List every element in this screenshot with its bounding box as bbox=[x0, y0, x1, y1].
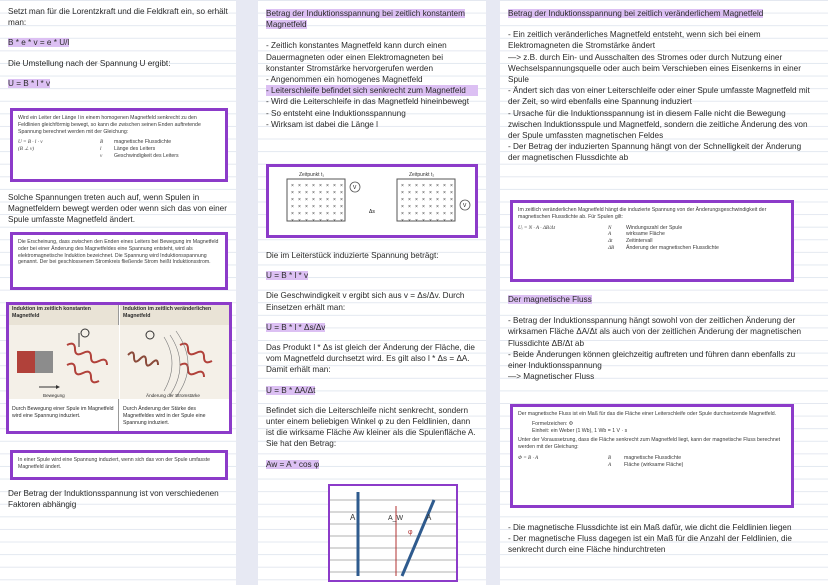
legend-sym: A bbox=[608, 231, 612, 238]
legend-sym: N bbox=[608, 224, 612, 231]
bullet: - Leiterschleife befindet sich senkrecht zum Magnetfeld bbox=[266, 85, 478, 96]
page1-eq1: B * e * v = e * U/l bbox=[8, 38, 70, 48]
box2-formula: Φ = B · A bbox=[518, 454, 539, 461]
page-3 bbox=[500, 0, 828, 585]
field-cross: × bbox=[429, 204, 432, 210]
page-1 bbox=[0, 0, 236, 585]
field-cross: × bbox=[326, 190, 329, 196]
field-cross: × bbox=[401, 190, 404, 196]
para-betrag: Der Betrag der Induktionsspannung ist von verschiedenen Faktoren abhängig bbox=[8, 489, 219, 510]
fig-v2: V bbox=[463, 203, 467, 209]
field-cross: × bbox=[326, 197, 329, 203]
field-cross: × bbox=[305, 204, 308, 210]
field-cross: × bbox=[298, 218, 301, 224]
field-cross: × bbox=[429, 197, 432, 203]
bullet: - Beide Änderungen können gleichzeitig auftreten und führen dann ebenfalls zu einer Induktionsspannung bbox=[508, 349, 796, 371]
fig-right-panel bbox=[120, 305, 229, 431]
page3-text-bottom bbox=[508, 522, 814, 556]
bullet: - Ursache für die Induktionsspannung ist in diesem Falle nicht die Bewegung zwischen Induktionsspule und Magnetfeld, sondern die zeitliche Änderung des von der Spule umfassten magnetischen Feldes bbox=[508, 108, 808, 141]
bullet: - Die magnetische Flussdichte ist ein Maß dafür, wie dicht die Feldlinien liegen bbox=[508, 523, 792, 532]
legend-desc: Zeitintervall bbox=[626, 238, 653, 245]
eq: U = B * ΔA/Δt bbox=[266, 385, 316, 395]
field-cross: × bbox=[298, 190, 301, 196]
field-cross: × bbox=[436, 211, 439, 217]
page1-para-b bbox=[8, 488, 228, 510]
bullet: - Angenommen ein homogenes Magnetfeld bbox=[266, 75, 423, 85]
fig-left-caption: Durch Bewegung einer Spule im Magnetfeld wird eine Spannung induziert. bbox=[12, 406, 114, 419]
definition-box-fluss bbox=[510, 404, 794, 508]
field-cross: × bbox=[450, 204, 453, 210]
legend-sym: l bbox=[100, 146, 102, 153]
page3-heading: Betrag der Induktionsspannung bei zeitlich veränderlichem Magnetfeld bbox=[508, 9, 764, 18]
winkel-drawing bbox=[330, 486, 456, 580]
bullet: - Zeitlich konstantes Magnetfeld kann durch einen Dauermagneten oder einen Elektromagneten bei konstanter Stromstärke hervorgerufen werden bbox=[266, 41, 447, 73]
box2-unit: Einheit: ein Weber (1 Wb), 1 Wb = 1 V · s bbox=[532, 427, 628, 434]
field-cross: × bbox=[312, 190, 315, 196]
fig-left-title: Induktion im zeitlich konstanten Magnetfeld bbox=[9, 305, 118, 325]
bullet: - So entsteht eine Induktionsspannung bbox=[266, 108, 406, 118]
para: Befindet sich die Leiterschleife nicht senkrecht, sondern unter einem beliebigen Winkel φ zu den Feldlinien, dann ist die wirksame Fläche Aw kleiner als die Spulenfläche A. Sie hat den Betrag: bbox=[266, 405, 476, 449]
box1-formula: U = B · l · v bbox=[18, 139, 43, 146]
magnet-south bbox=[35, 351, 53, 373]
legend-desc: Windungszahl der Spule bbox=[626, 224, 683, 231]
field-cross: × bbox=[291, 218, 294, 224]
fig-v1: V bbox=[353, 185, 357, 191]
field-cross: × bbox=[443, 183, 446, 189]
field-cross: × bbox=[450, 183, 453, 189]
fig2-A1: A bbox=[350, 513, 356, 522]
box1-cond: (B ⊥ v) bbox=[18, 146, 35, 153]
field-cross: × bbox=[298, 183, 301, 189]
field-cross: × bbox=[319, 190, 322, 196]
field-cross: × bbox=[298, 197, 301, 203]
box2-legend bbox=[608, 455, 683, 469]
field-cross: × bbox=[312, 204, 315, 210]
page2-heading: Betrag der Induktionsspannung bei zeitlich konstantem Magnetfeld bbox=[266, 9, 465, 30]
field-cross: × bbox=[408, 197, 411, 203]
field-cross: × bbox=[340, 204, 343, 210]
field-cross: × bbox=[408, 211, 411, 217]
eq: Aw = A * cos φ bbox=[266, 459, 320, 469]
field-cross: × bbox=[422, 190, 425, 196]
field-cross: × bbox=[408, 183, 411, 189]
field-cross: × bbox=[333, 183, 336, 189]
bullet: - Der magnetische Fluss dagegen ist ein Maß für die Anzahl der Feldlinien, die senkrecht durch eine Fläche hindurchtreten bbox=[508, 534, 792, 555]
field-cross: × bbox=[443, 197, 446, 203]
eq: U = B * l * Δs/Δv bbox=[266, 322, 326, 332]
field-cross: × bbox=[415, 204, 418, 210]
bullet: - Wird die Leiterschleife in das Magnetfeld hineinbewegt bbox=[266, 97, 469, 107]
field-cross: × bbox=[450, 197, 453, 203]
field-cross: × bbox=[333, 197, 336, 203]
legend-desc: Änderung der magnetischen Flussdichte bbox=[626, 244, 719, 251]
field-cross: × bbox=[340, 211, 343, 217]
page3-text-mid bbox=[508, 294, 814, 382]
legend-sym: A bbox=[608, 461, 612, 468]
page2-text-top bbox=[266, 8, 478, 130]
field-cross: × bbox=[443, 218, 446, 224]
field-cross: × bbox=[326, 218, 329, 224]
field-cross: × bbox=[319, 197, 322, 203]
fig-left-panel bbox=[9, 305, 119, 431]
legend-desc: Fläche (wirksame Fläche) bbox=[624, 461, 684, 468]
fig-t2: Zeitpunkt t₂ bbox=[409, 172, 435, 178]
field-cross: × bbox=[436, 218, 439, 224]
field-cross: × bbox=[291, 204, 294, 210]
field-cross: × bbox=[415, 218, 418, 224]
field-cross: × bbox=[333, 211, 336, 217]
box2-text: Die Erscheinung, dass zwischen den Enden eines Leiters bei Bewegung im Magnetfeld oder bei einer Änderung des Magnetfeldes eine Spannung entsteht, wird als elektromagnetische Induktion bezeichnet. Die Spannung wird Induktionsspannung genannt. Der bei geschlossenem Stromkreis fließende Strom heißt Induktionsstrom. bbox=[18, 239, 219, 266]
field-cross: × bbox=[422, 204, 425, 210]
field-cross: × bbox=[429, 183, 432, 189]
field-cross: × bbox=[429, 218, 432, 224]
legend-desc: magnetische Flussdichte bbox=[624, 454, 682, 461]
field-cross: × bbox=[415, 190, 418, 196]
field-cross: × bbox=[291, 211, 294, 217]
box3-text: In einer Spule wird eine Spannung induziert, wenn sich das von der Spule umfasste Magnetfeld ändert. bbox=[18, 457, 211, 470]
field-cross: × bbox=[443, 204, 446, 210]
fig-right-label: Änderung der Stromstärke bbox=[146, 393, 200, 398]
field-cross: × bbox=[408, 204, 411, 210]
field-cross: × bbox=[291, 190, 294, 196]
page3-bullets bbox=[508, 29, 814, 163]
legend-sym: v bbox=[100, 152, 103, 159]
field-cross: × bbox=[422, 183, 425, 189]
figure-leiterschleife bbox=[266, 164, 478, 238]
field-cross: × bbox=[326, 183, 329, 189]
field-cross: × bbox=[415, 197, 418, 203]
bullet: - Ein zeitlich veränderliches Magnetfeld entsteht, wenn sich bei einem Elektromagneten die Stromstärke ändert bbox=[508, 30, 761, 51]
para: Die im Leiterstück induzierte Spannung beträgt: bbox=[266, 251, 439, 260]
field-cross: × bbox=[443, 211, 446, 217]
legend-desc: wirksame Fläche bbox=[626, 231, 665, 238]
fig2-phi: φ bbox=[408, 529, 413, 536]
field-cross: × bbox=[401, 197, 404, 203]
definition-box-lorentz bbox=[10, 108, 228, 182]
page2-text-bottom bbox=[266, 250, 478, 470]
fig2-A2: A bbox=[426, 513, 432, 522]
field-cross: × bbox=[340, 183, 343, 189]
box1-legend bbox=[100, 139, 179, 159]
field-cross: × bbox=[319, 183, 322, 189]
page3-text-top bbox=[508, 8, 814, 164]
field-cross: × bbox=[312, 211, 315, 217]
definition-box-spule bbox=[10, 450, 228, 480]
field-cross: × bbox=[401, 218, 404, 224]
fig-ds: Δs bbox=[369, 209, 375, 215]
fig-right-title: Induktion im zeitlich veränderlichen Magnetfeld bbox=[120, 305, 229, 325]
field-cross: × bbox=[436, 197, 439, 203]
page1-eq2: U = B * l * v bbox=[8, 78, 51, 88]
field-cross: × bbox=[443, 190, 446, 196]
legend-sym: B bbox=[100, 139, 104, 146]
legend-sym: B bbox=[608, 454, 612, 461]
field-cross: × bbox=[326, 211, 329, 217]
bullet: —> Magnetischer Fluss bbox=[508, 372, 595, 382]
field-cross: × bbox=[319, 204, 322, 210]
field-cross: × bbox=[401, 211, 404, 217]
bullet: —> z.B. durch Ein- und Ausschalten des Stromes oder durch Nutzung einer Wechselspannungsquelle oder auch beim Verschieben eines Eisenkerns in einer Spule bbox=[508, 52, 801, 85]
definition-box-veraenderlich bbox=[510, 200, 794, 282]
box-legend bbox=[608, 225, 719, 252]
field-cross: × bbox=[333, 204, 336, 210]
field-cross: × bbox=[450, 211, 453, 217]
field-cross: × bbox=[450, 190, 453, 196]
field-cross: × bbox=[415, 211, 418, 217]
box-formula: Uᵢ = N · A · ΔB/Δt bbox=[518, 224, 556, 231]
box2-sym: Formelzeichen: Φ bbox=[532, 420, 574, 427]
legend-sym: ΔB bbox=[608, 244, 615, 251]
box2-text: Der magnetische Fluss ist ein Maß für das die Fläche einer Leiterschleife oder Spule durchsetzende Magnetfeld. bbox=[518, 411, 777, 417]
fig-right-drawing bbox=[120, 325, 229, 399]
field-cross: × bbox=[422, 197, 425, 203]
field-cross: × bbox=[291, 183, 294, 189]
field-cross: × bbox=[401, 204, 404, 210]
box-text: Im zeitlich veränderlichen Magnetfeld hängt die induzierte Spannung von der Änderungsgeschwindigkeit der magnetischen Flussdichte ab. Für Spulen gilt: bbox=[518, 207, 767, 220]
field-cross: × bbox=[333, 218, 336, 224]
magnet-north bbox=[17, 351, 35, 373]
field-cross: × bbox=[450, 218, 453, 224]
para: Die Geschwindigkeit v ergibt sich aus v = Δs/Δv. Durch Einsetzen erhält man: bbox=[266, 291, 465, 312]
figure-induktion bbox=[6, 302, 232, 434]
page1-intro: Setzt man für die Lorentzkraft und die Feldkraft ein, so erhält man: bbox=[8, 7, 228, 28]
legend-desc: Länge des Leiters bbox=[114, 146, 156, 153]
fig2-Aw: A_W bbox=[388, 515, 404, 522]
field-cross: × bbox=[298, 204, 301, 210]
fig-right-caption: Durch Änderung der Stärke des Magnetfeldes wird in der Spule eine Spannung induziert. bbox=[123, 406, 206, 426]
field-cross: × bbox=[298, 211, 301, 217]
field-cross: × bbox=[312, 183, 315, 189]
field-cross: × bbox=[436, 190, 439, 196]
field-cross: × bbox=[429, 190, 432, 196]
field-cross: × bbox=[326, 204, 329, 210]
field-cross: × bbox=[422, 211, 425, 217]
field-cross: × bbox=[305, 183, 308, 189]
legend-desc: Geschwindigkeit des Leiters bbox=[114, 152, 179, 159]
box1-text: Wird ein Leiter der Länge l in einem homogenen Magnetfeld senkrecht zu den Feldlinien gleichförmig bewegt, so kann die zwischen seinen Enden auftretende Spannung berechnet werden mit der Gleichung: bbox=[18, 115, 201, 135]
field-cross: × bbox=[340, 197, 343, 203]
fig-t1: Zeitpunkt t₁ bbox=[299, 172, 325, 178]
bullet: - Wirksam ist dabei die Länge l bbox=[266, 119, 378, 129]
field-cross: × bbox=[436, 204, 439, 210]
page-2 bbox=[258, 0, 486, 585]
page1-para-a bbox=[8, 192, 228, 226]
field-cross: × bbox=[319, 211, 322, 217]
field-cross: × bbox=[401, 183, 404, 189]
field-cross: × bbox=[408, 190, 411, 196]
bullet: - Der Betrag der induzierten Spannung hängt von der Schnelligkeit der Änderung der magnetischen Flussdichte ab bbox=[508, 142, 802, 163]
page1-text-top bbox=[8, 6, 228, 89]
field-cross: × bbox=[305, 197, 308, 203]
field-cross: × bbox=[305, 190, 308, 196]
field-cross: × bbox=[312, 218, 315, 224]
field-cross: × bbox=[333, 190, 336, 196]
bullet: - Ändert sich das von einer Leiterschleife oder einer Spule umfasste Magnetfeld mit der Zeit, so wird ebenfalls eine Spannung induziert bbox=[508, 86, 810, 107]
legend-sym: Δt bbox=[608, 238, 613, 245]
para: Das Produkt l * Δs ist gleich der Änderung der Fläche, die vom Magnetfeld durchsetzt wird. Es gilt also l * Δs = ΔA. Damit erhält man: bbox=[266, 343, 475, 375]
field-cross: × bbox=[305, 218, 308, 224]
definition-box-induktion bbox=[10, 232, 228, 290]
field-cross: × bbox=[305, 211, 308, 217]
para-spulen: Solche Spannungen treten auch auf, wenn Spulen in Magnetfeldern bewegt werden oder wenn sich das von einer Spule umfasste Magnetfeld ändert. bbox=[8, 193, 227, 225]
field-cross: × bbox=[429, 211, 432, 217]
fig-left-drawing bbox=[9, 325, 119, 399]
page1-intro2: Die Umstellung nach der Spannung U ergibt: bbox=[8, 58, 171, 68]
field-cross: × bbox=[340, 190, 343, 196]
field-cross: × bbox=[422, 218, 425, 224]
field-cross: × bbox=[291, 197, 294, 203]
field-cross: × bbox=[436, 183, 439, 189]
field-cross: × bbox=[312, 197, 315, 203]
legend-desc: magnetische Flussdichte bbox=[114, 139, 172, 146]
figure-winkel bbox=[328, 484, 458, 582]
leiterschleife-drawing bbox=[269, 167, 475, 235]
page2-bullets bbox=[266, 40, 478, 130]
box2-text2: Unter der Voraussetzung, dass die Fläche senkrecht zum Magnetfeld liegt, kann der magnetische Fluss berechnet werden mit der Gleichung: bbox=[518, 437, 781, 451]
field-cross: × bbox=[408, 218, 411, 224]
fig-left-label: Bewegung bbox=[43, 393, 65, 398]
field-cross: × bbox=[319, 218, 322, 224]
page3-heading2: Der magnetische Fluss bbox=[508, 295, 592, 304]
eq: U = B * l * v bbox=[266, 271, 309, 281]
field-cross: × bbox=[415, 183, 418, 189]
bullet: - Betrag der Induktionsspannung hängt sowohl von der zeitlichen Änderung der wirksamen Fläche ΔA/Δt als auch von der zeitlichen Änderung der magnetischen Flussdichte ΔB/Δt ab bbox=[508, 316, 802, 348]
field-cross: × bbox=[340, 218, 343, 224]
